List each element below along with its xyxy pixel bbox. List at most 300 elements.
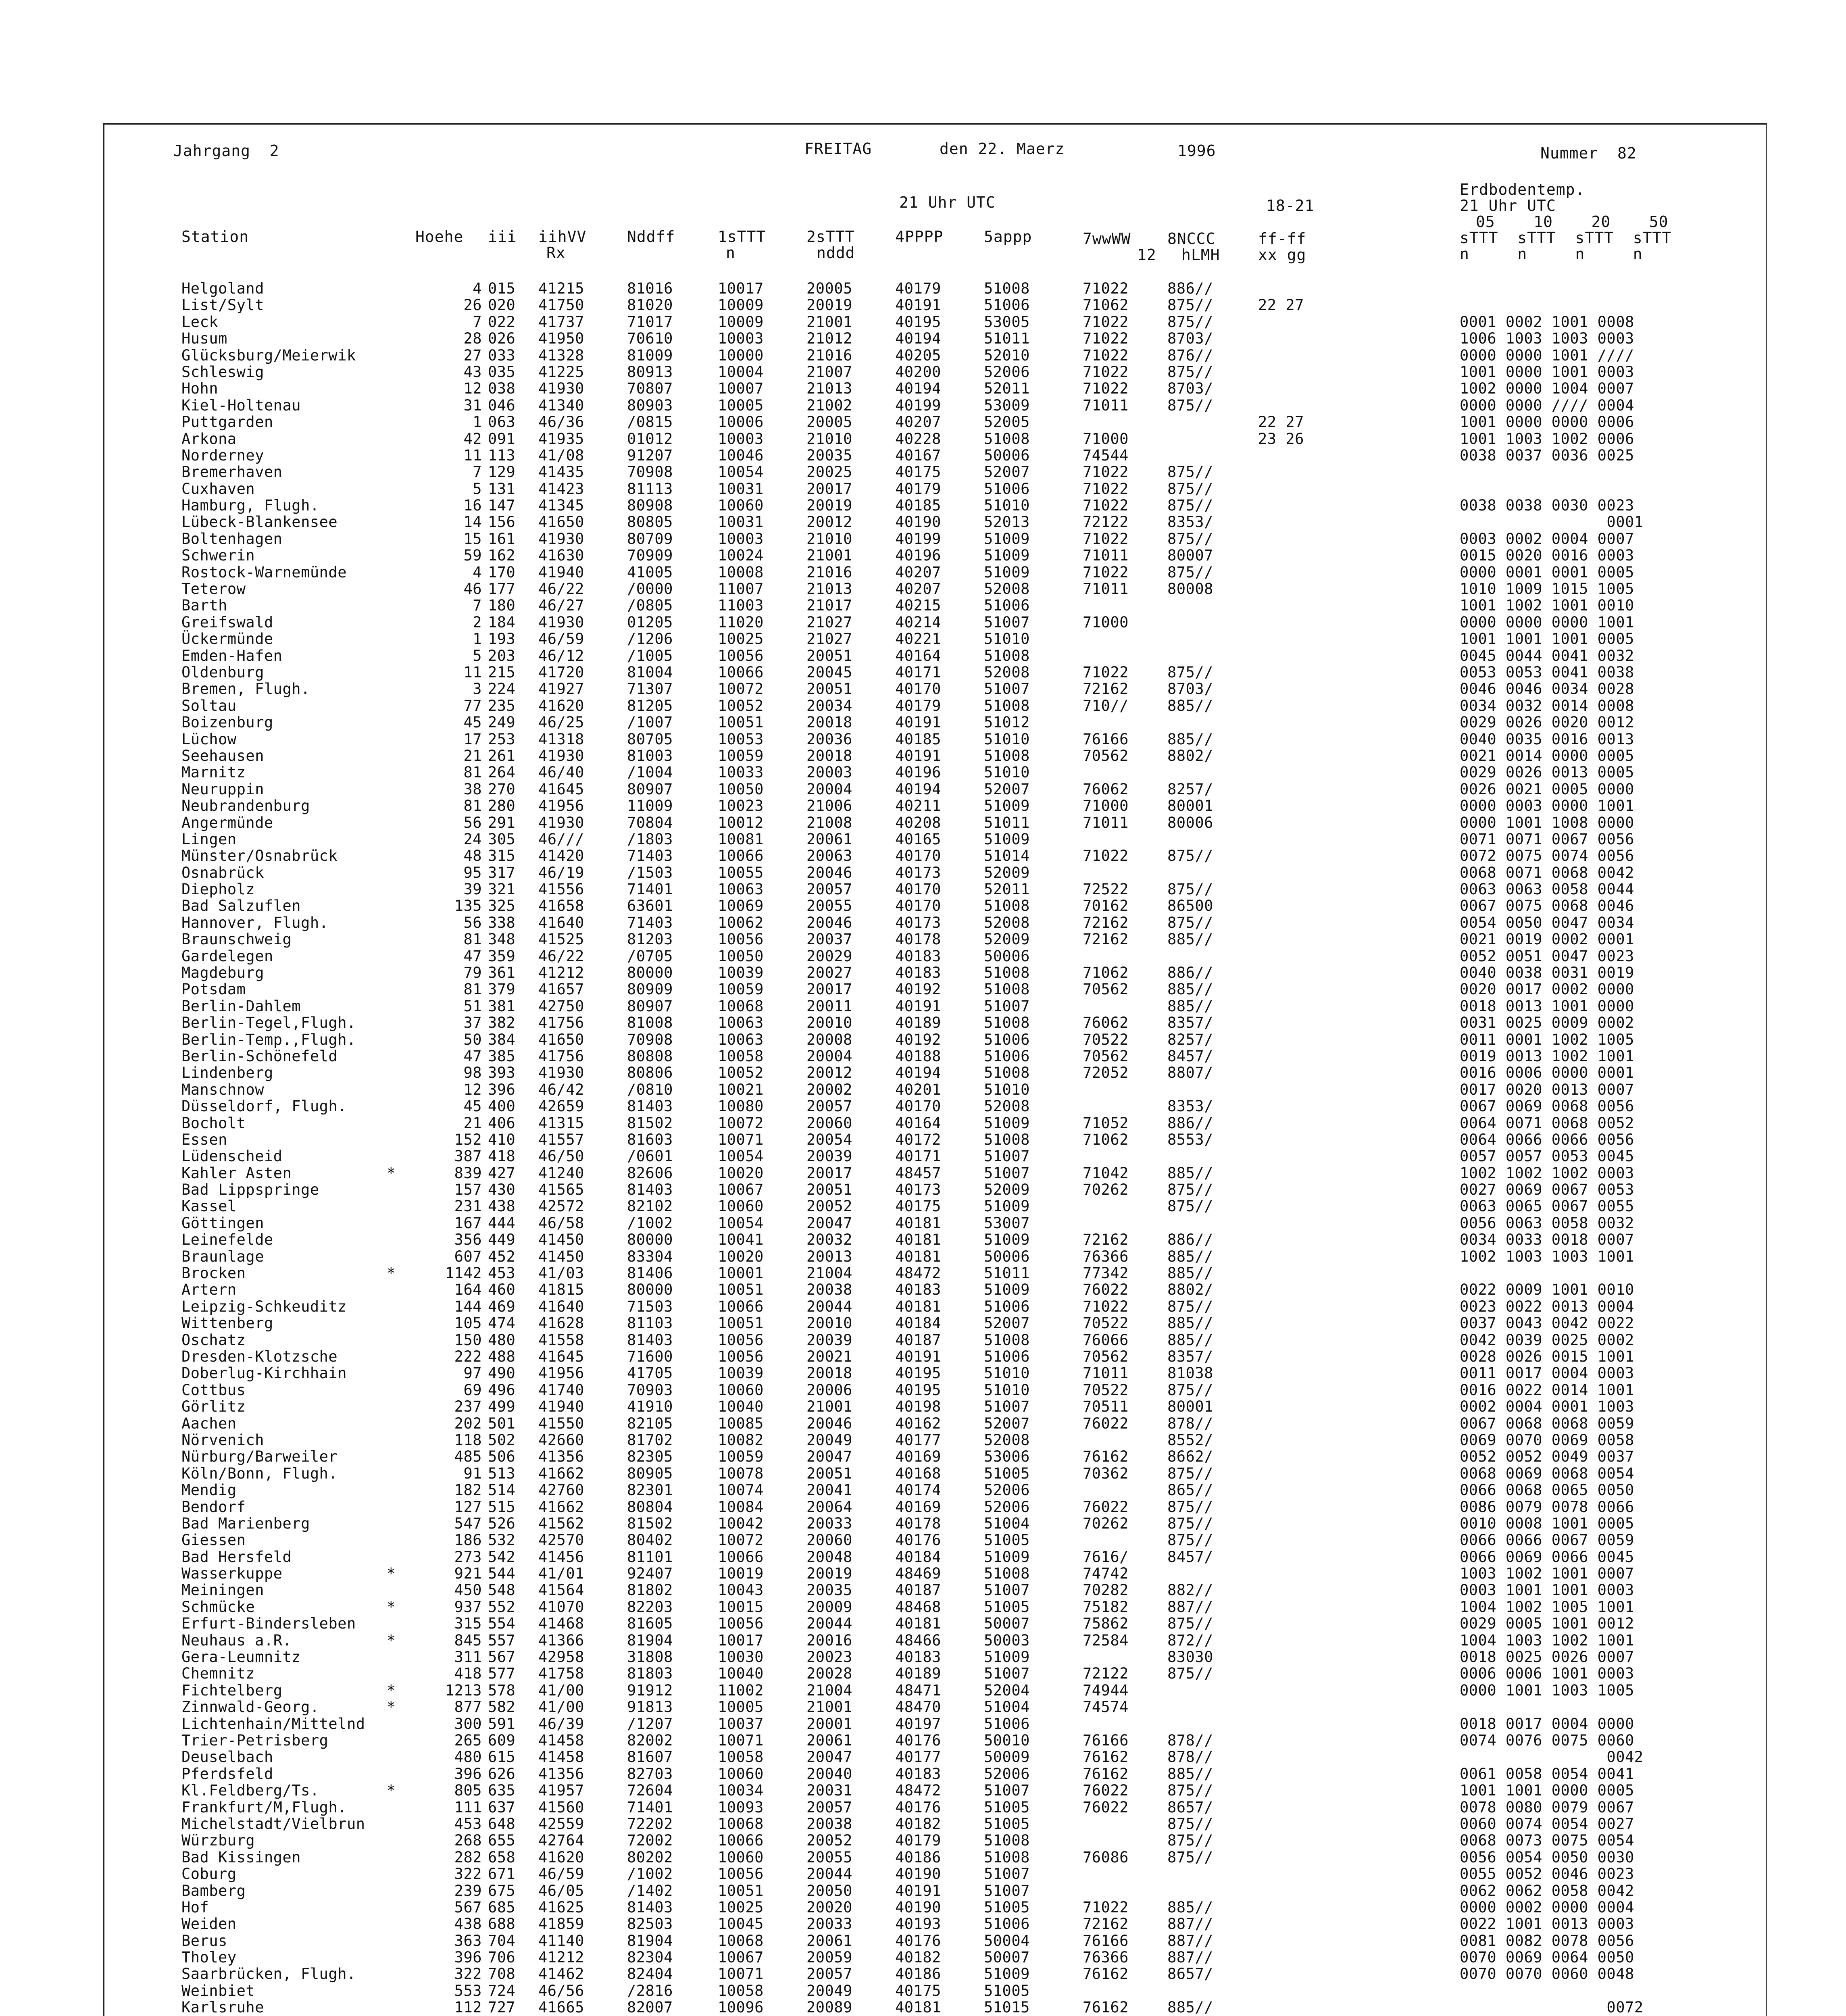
weather-code: 76162	[1083, 1999, 1129, 2016]
dewpoint-value: 21013	[806, 580, 852, 598]
station-name: Lindenberg	[181, 1064, 273, 1082]
dewpoint-value: 20048	[806, 1548, 852, 1566]
iihvv-value: 41356	[538, 1765, 584, 1783]
dewpoint-value: 21007	[806, 363, 852, 381]
cloud-code: 885//	[1167, 997, 1213, 1015]
temp-value: 10045	[718, 1915, 764, 1933]
pressure-heading: 4PPPP	[895, 228, 944, 246]
nddff-value: 81103	[627, 1314, 673, 1332]
soil-temps: 0015 0020 0016 0003	[1460, 547, 1634, 564]
iihvv-value: 41450	[538, 1231, 584, 1249]
iihvv-value: 41340	[538, 396, 584, 414]
tendency-value: 51008	[984, 647, 1030, 664]
pressure-value: 48457	[895, 1164, 941, 1182]
weather-code: 72162	[1083, 931, 1129, 948]
tendency-value: 51006	[984, 1915, 1030, 1933]
dewpoint-value: 20025	[806, 463, 852, 481]
station-name: Bad Kissingen	[181, 1848, 301, 1866]
tendency-value: 51007	[984, 680, 1030, 698]
temp-value: 10023	[718, 797, 764, 815]
nddff-value: 81403	[627, 1098, 673, 1115]
station-name: Osnabrück	[181, 864, 264, 881]
dewpoint-value: 20039	[806, 1148, 852, 1165]
nddff-value: /0810	[627, 1081, 673, 1098]
tendency-value: 52008	[984, 914, 1030, 931]
tendency-value: 51005	[984, 1898, 1030, 1916]
station-height: 182	[454, 1481, 482, 1499]
dewpoint-value: 20047	[806, 1448, 852, 1466]
pressure-value: 40207	[895, 563, 941, 581]
station-index: 033	[488, 346, 516, 364]
cloud-code: 886//	[1167, 1114, 1213, 1132]
station-height: 396	[454, 1949, 482, 1966]
station-height: 1	[473, 413, 482, 431]
pressure-value: 40211	[895, 797, 941, 815]
temp-value: 10059	[718, 747, 764, 764]
nddff-value: 81603	[627, 1131, 673, 1148]
weather-code: 72052	[1083, 1064, 1129, 1082]
nddff-value: 70908	[627, 1031, 673, 1048]
soil-temps: 0011 0001 1002 1005	[1460, 1031, 1634, 1048]
station-index: 557	[488, 1631, 516, 1649]
station-index: 648	[488, 1815, 516, 1833]
temp-value: 10068	[718, 997, 764, 1015]
station-name: Saarbrücken, Flugh.	[181, 1965, 356, 1983]
station-height: 1142	[445, 1264, 482, 1282]
station-index: 264	[488, 764, 516, 781]
soil-temps: 0031 0025 0009 0002	[1460, 1014, 1634, 1032]
station-name: Soltau	[181, 697, 237, 714]
cloud-code: 875//	[1167, 497, 1213, 514]
station-height: 2	[473, 613, 482, 631]
cloud-code: 886//	[1167, 964, 1213, 982]
dewpoint-value: 20050	[806, 1882, 852, 1899]
table-row	[117, 1048, 1750, 1064]
table-row	[117, 1933, 1750, 1949]
pressure-value: 40198	[895, 1398, 941, 1416]
temp-value: 10081	[718, 830, 764, 848]
table-row	[117, 364, 1750, 380]
station-height: 237	[454, 1398, 482, 1416]
iihvv-value: 41/01	[538, 1565, 584, 1583]
cloud-code: 885//	[1167, 730, 1213, 748]
soil-temps: 0000 0002 0000 0004	[1460, 1898, 1634, 1916]
nddff-value: 81502	[627, 1114, 673, 1132]
station-name: Arkona	[181, 430, 237, 448]
station-height: 79	[463, 964, 482, 982]
table-row	[117, 614, 1750, 631]
iihvv-value: 46/58	[538, 1214, 584, 1232]
station-index: 577	[488, 1665, 516, 1683]
table-row	[117, 948, 1750, 964]
temp-value: 10051	[718, 1314, 764, 1332]
station-height: 485	[454, 1448, 482, 1466]
pressure-value: 40191	[895, 747, 941, 764]
tendency-value: 51005	[984, 1531, 1030, 1549]
dewpoint-value: 20017	[806, 981, 852, 998]
soil-temps: 0067 0069 0068 0056	[1460, 1098, 1634, 1115]
tendency-value: 52006	[984, 363, 1030, 381]
pressure-value: 40164	[895, 647, 941, 664]
station-index: 161	[488, 530, 516, 548]
pressure-value: 40193	[895, 1915, 941, 1933]
nddff-value: 81803	[627, 1665, 673, 1683]
weather-code: 74944	[1083, 1681, 1129, 1699]
cloud-code: 8703/	[1167, 380, 1213, 398]
station-name: Deuselbach	[181, 1748, 273, 1766]
temp-value: 10066	[718, 1832, 764, 1849]
dewpoint-value: 21016	[806, 346, 852, 364]
station-height: 91	[463, 1464, 482, 1482]
nddff-value: 81009	[627, 346, 673, 364]
station-name: Diepholz	[181, 881, 255, 898]
station-height: 21	[463, 747, 482, 764]
nddff-value: 72002	[627, 1832, 673, 1849]
weather-code: 71052	[1083, 1114, 1129, 1132]
pressure-value: 40215	[895, 597, 941, 614]
station-index: 270	[488, 780, 516, 798]
station-index: 147	[488, 497, 516, 514]
station-name: Frankfurt/M,Flugh.	[181, 1798, 347, 1816]
t1-heading: 1sTTT	[718, 228, 766, 246]
weather-code: 70262	[1083, 1514, 1129, 1532]
dewpoint-value: 20055	[806, 897, 852, 915]
cloud-code: 875//	[1167, 1381, 1213, 1399]
nddff-value: 82404	[627, 1965, 673, 1983]
pressure-value: 40201	[895, 1081, 941, 1098]
station-height: 322	[454, 1965, 482, 1983]
station-index: 469	[488, 1297, 516, 1315]
iihvv-value: 41957	[538, 1782, 584, 1799]
station-height: 418	[454, 1665, 482, 1683]
iihvv-value: 41564	[538, 1581, 584, 1599]
station-height: 7	[473, 313, 482, 331]
cloud-code: 875//	[1167, 663, 1213, 681]
weather-code: 71011	[1083, 580, 1129, 598]
station-name: Braunschweig	[181, 931, 292, 948]
cloud-code: 8457/	[1167, 1047, 1213, 1065]
tendency-value: 51005	[984, 1598, 1030, 1616]
temp-value: 10054	[718, 1214, 764, 1232]
nddff-value: 81904	[627, 1631, 673, 1649]
tendency-value: 52007	[984, 1414, 1030, 1432]
pressure-value: 40228	[895, 430, 941, 448]
nddff-value: /2816	[627, 1982, 673, 1999]
soil-temps: 0046 0046 0034 0028	[1460, 680, 1634, 698]
station-name: Wittenberg	[181, 1314, 273, 1332]
cloud-code: 886//	[1167, 1231, 1213, 1249]
dewpoint-value: 20001	[806, 1715, 852, 1733]
station-name: Potsdam	[181, 981, 246, 998]
temp-value: 10009	[718, 313, 764, 331]
weather-code: 71022	[1083, 346, 1129, 364]
pressure-value: 40194	[895, 380, 941, 398]
iihvv-value: 41562	[538, 1514, 584, 1532]
temp-value: 10058	[718, 1047, 764, 1065]
table-row	[117, 1549, 1750, 1565]
station-index: 129	[488, 463, 516, 481]
station-index: 675	[488, 1882, 516, 1899]
nddff-value: 80913	[627, 363, 673, 381]
tendency-value: 51006	[984, 1297, 1030, 1315]
tendency-value: 51007	[984, 1398, 1030, 1416]
soil-temps: 1006 1003 1003 0003	[1460, 330, 1634, 348]
station-name: Hof	[181, 1898, 209, 1916]
nddff-value: 80909	[627, 981, 673, 998]
dewpoint-value: 20002	[806, 1081, 852, 1098]
weather-code: 71062	[1083, 296, 1129, 314]
soil-temps: 1002 1002 1002 0003	[1460, 1164, 1634, 1182]
tendency-value: 51008	[984, 280, 1030, 297]
table-row	[117, 1532, 1750, 1548]
station-index: 544	[488, 1565, 516, 1583]
table-row	[117, 1966, 1750, 1982]
pressure-value: 40189	[895, 1014, 941, 1032]
nddff-value: 71600	[627, 1348, 673, 1365]
station-index: 382	[488, 1014, 516, 1032]
table-row	[117, 547, 1750, 564]
station-index: 501	[488, 1414, 516, 1432]
table-row	[117, 848, 1750, 864]
temp-value: 10042	[718, 1514, 764, 1532]
dewpoint-value: 21006	[806, 797, 852, 815]
station-name: Gera-Leumnitz	[181, 1648, 301, 1666]
station-height: 805	[454, 1782, 482, 1799]
station-index: 261	[488, 747, 516, 764]
nddff-value: 01205	[627, 613, 673, 631]
station-index: 162	[488, 547, 516, 564]
temp-value: 10051	[718, 714, 764, 731]
soil-temps: 0086 0079 0078 0066	[1460, 1498, 1634, 1516]
station-name: Nörvenich	[181, 1431, 264, 1449]
weather-code: 76166	[1083, 1731, 1129, 1749]
station-name: Neuhaus a.R.	[181, 1631, 292, 1649]
table-row	[117, 831, 1750, 848]
station-height: 69	[463, 1381, 482, 1399]
station-name: Hohn	[181, 380, 219, 398]
station-name: Husum	[181, 330, 227, 348]
nddff-value: 81904	[627, 1932, 673, 1949]
station-index: 655	[488, 1832, 516, 1849]
station-height: 81	[463, 764, 482, 781]
station-height: 877	[454, 1698, 482, 1716]
soil-temps: 0034 0033 0018 0007	[1460, 1231, 1634, 1249]
station-index: 393	[488, 1064, 516, 1082]
table-row	[117, 1064, 1750, 1081]
cloud-code: 887//	[1167, 1932, 1213, 1949]
tendency-value: 52004	[984, 1681, 1030, 1699]
cloud-code: 875//	[1167, 363, 1213, 381]
dewpoint-value: 20013	[806, 1248, 852, 1265]
table-row	[117, 497, 1750, 514]
station-height: 282	[454, 1848, 482, 1866]
pressure-value: 40172	[895, 1131, 941, 1148]
dewpoint-value: 21010	[806, 530, 852, 548]
station-name: Coburg	[181, 1865, 237, 1883]
iihvv-value: 41/00	[538, 1681, 584, 1699]
weather-code: 71011	[1083, 547, 1129, 564]
soil-temps: 0064 0071 0068 0052	[1460, 1114, 1634, 1132]
iihvv-value: 41930	[538, 380, 584, 398]
iihvv-value: 42760	[538, 1481, 584, 1499]
station-name: Seehausen	[181, 747, 264, 764]
soil-temps: 0063 0065 0067 0055	[1460, 1198, 1634, 1215]
station-name: Essen	[181, 1131, 227, 1148]
station-name: Erfurt-Bindersleben	[181, 1615, 356, 1633]
iii-heading: iii	[488, 228, 517, 246]
cloud-code: 887//	[1167, 1915, 1213, 1933]
station-height: 47	[463, 947, 482, 965]
pressure-value: 40167	[895, 446, 941, 464]
station-index: 506	[488, 1448, 516, 1466]
dewpoint-value: 20049	[806, 1982, 852, 1999]
soil-temps: 1001 1002 1001 0010	[1460, 597, 1634, 614]
tendency-value: 51006	[984, 1348, 1030, 1365]
soil-temps: 0029 0026 0020 0012	[1460, 714, 1634, 731]
tendency-value: 52008	[984, 580, 1030, 598]
station-name: Leck	[181, 313, 219, 331]
weather-code: 70282	[1083, 1581, 1129, 1599]
cloud-code: 8703/	[1167, 330, 1213, 348]
station-index: 567	[488, 1648, 516, 1666]
nddff-value: /1004	[627, 764, 673, 781]
station-height: 24	[463, 830, 482, 848]
temp-value: 10025	[718, 630, 764, 648]
weather-code: 72162	[1083, 914, 1129, 931]
weather-code: 74742	[1083, 1565, 1129, 1583]
station-name: Rostock-Warnemünde	[181, 563, 347, 581]
utc1821-heading: 18-21	[1266, 197, 1315, 215]
station-height: 14	[463, 513, 482, 531]
table-row	[117, 1398, 1750, 1415]
dewpoint-value: 20055	[806, 1848, 852, 1866]
dewpoint-value: 20089	[806, 1999, 852, 2016]
weather-code: 70522	[1083, 1031, 1129, 1048]
nddff-value: 63601	[627, 897, 673, 915]
weather-code: 72122	[1083, 1665, 1129, 1683]
table-row	[117, 681, 1750, 697]
nddff-value: 81101	[627, 1548, 673, 1566]
pressure-value: 48470	[895, 1698, 941, 1716]
dewpoint-value: 20018	[806, 747, 852, 764]
weather-code: 71022	[1083, 380, 1129, 398]
table-row	[117, 864, 1750, 881]
soil-sttt-heading: sTTT sTTT sTTT sTTT	[1460, 229, 1672, 247]
iihvv-value: 41720	[538, 663, 584, 681]
station-index: 548	[488, 1581, 516, 1599]
table-row	[117, 1148, 1750, 1164]
soil-temps: 0067 0068 0068 0059	[1460, 1414, 1634, 1432]
nddff-value: /1002	[627, 1214, 673, 1232]
iihvv-value: 41815	[538, 1281, 584, 1299]
station-height: 268	[454, 1832, 482, 1849]
iihvv-value: 41215	[538, 280, 584, 297]
station-name: Münster/Osnabrück	[181, 847, 338, 865]
station-index: 474	[488, 1314, 516, 1332]
nddff-value: 70807	[627, 380, 673, 398]
cloud-code: 885//	[1167, 1999, 1213, 2016]
cloud-code: 875//	[1167, 1832, 1213, 1849]
pressure-value: 40177	[895, 1748, 941, 1766]
weather-code: 76022	[1083, 1798, 1129, 1816]
table-row	[117, 664, 1750, 681]
pressure-value: 40181	[895, 1231, 941, 1249]
tendency-value: 51009	[984, 797, 1030, 815]
tendency-value: 51005	[984, 1815, 1030, 1833]
mountain-marker: *	[386, 1598, 396, 1616]
pressure-value: 40177	[895, 1431, 941, 1449]
soil-temps: 0055 0052 0046 0023	[1460, 1865, 1634, 1883]
pressure-value: 48469	[895, 1565, 941, 1583]
tendency-value: 51011	[984, 1264, 1030, 1282]
temp-value: 10084	[718, 1498, 764, 1516]
station-index: 626	[488, 1765, 516, 1783]
pressure-value: 40183	[895, 947, 941, 965]
pressure-value: 40182	[895, 1815, 941, 1833]
cloud-code: 80007	[1167, 547, 1213, 564]
temp-value: 10033	[718, 764, 764, 781]
station-name: Cottbus	[181, 1381, 246, 1399]
station-height: 97	[463, 1364, 482, 1382]
tendency-value: 50006	[984, 446, 1030, 464]
station-index: 305	[488, 830, 516, 848]
pressure-value: 40170	[895, 881, 941, 898]
nddff-value: 31808	[627, 1648, 673, 1666]
table-row	[117, 564, 1750, 581]
iihvv-value: 41345	[538, 497, 584, 514]
tendency-value: 52009	[984, 1181, 1030, 1199]
tendency-value: 51008	[984, 1064, 1030, 1082]
tendency-value: 51005	[984, 1982, 1030, 1999]
table-row	[117, 698, 1750, 714]
temp-value: 10066	[718, 663, 764, 681]
station-index: 526	[488, 1514, 516, 1532]
station-index: 418	[488, 1148, 516, 1165]
soil-temps: 1001 1001 0000 0005	[1460, 1782, 1634, 1799]
temp-value: 10056	[718, 647, 764, 664]
cloud-code: 886//	[1167, 280, 1213, 297]
table-row	[117, 1448, 1750, 1465]
cloud-code: 875//	[1167, 296, 1213, 314]
table-row	[117, 1515, 1750, 1532]
tendency-value: 51009	[984, 1198, 1030, 1215]
table-row	[117, 1081, 1750, 1098]
station-height: 157	[454, 1181, 482, 1199]
station-index: 708	[488, 1965, 516, 1983]
station-height: 27	[463, 346, 482, 364]
temp-value: 11020	[718, 613, 764, 631]
cloud-code: 8353/	[1167, 513, 1213, 531]
dewpoint-value: 21017	[806, 597, 852, 614]
temp-value: 10056	[718, 1331, 764, 1349]
soil-temps: 0017 0020 0013 0007	[1460, 1081, 1634, 1098]
pressure-value: 40171	[895, 1148, 941, 1165]
table-row	[117, 1365, 1750, 1381]
dewpoint-value: 20061	[806, 830, 852, 848]
pressure-value: 40195	[895, 1381, 941, 1399]
temp-value: 10017	[718, 280, 764, 297]
station-index: 658	[488, 1848, 516, 1866]
tendency-value: 52008	[984, 1098, 1030, 1115]
station-name: Würzburg	[181, 1832, 255, 1849]
weather-code: 70562	[1083, 981, 1129, 998]
pressure-value: 40170	[895, 680, 941, 698]
pressure-value: 40186	[895, 1965, 941, 1983]
temp-value: 10009	[718, 296, 764, 314]
table-row	[117, 1949, 1750, 1966]
cloud-code: 8357/	[1167, 1014, 1213, 1032]
cloud-code: 8257/	[1167, 1031, 1213, 1048]
